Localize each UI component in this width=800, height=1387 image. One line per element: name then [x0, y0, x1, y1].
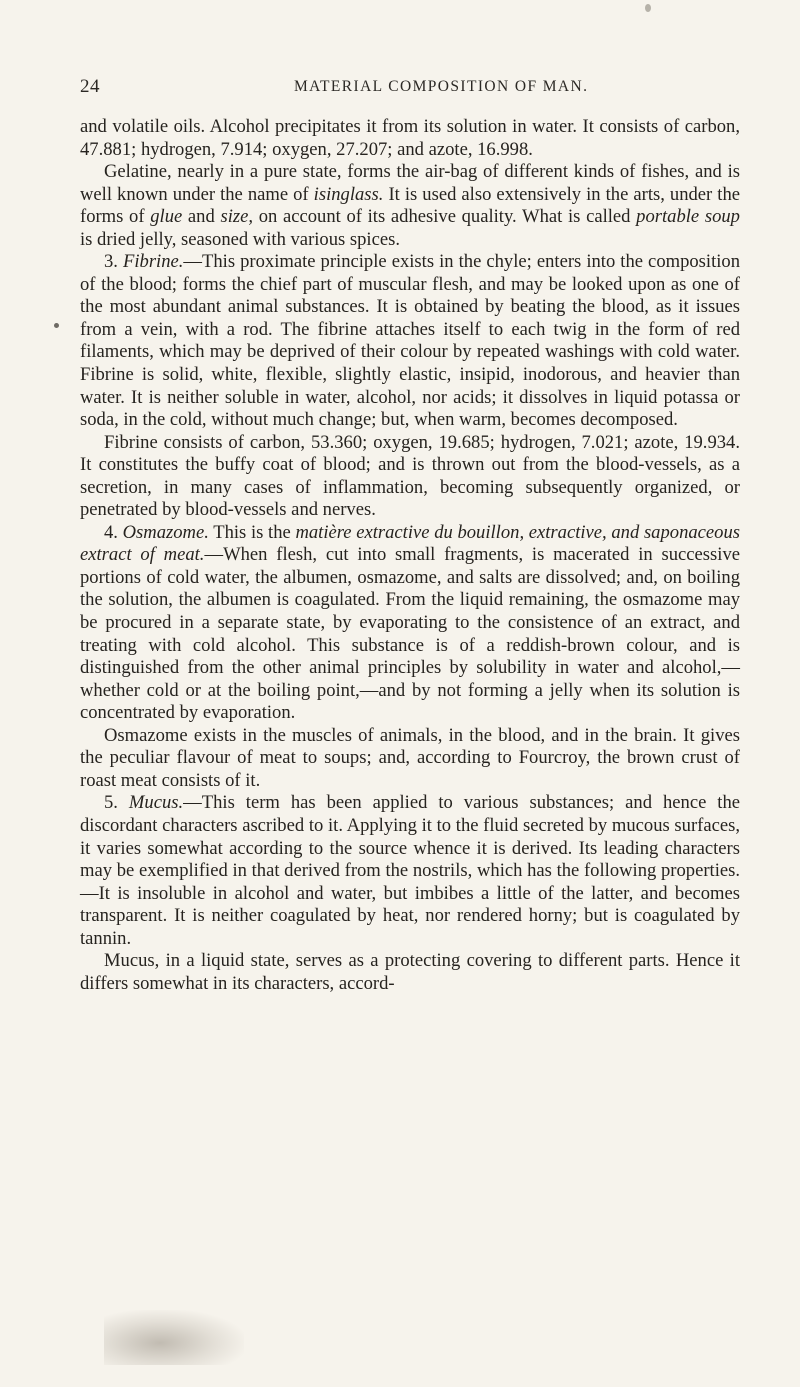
- paragraph-osmazome: 4. Osmazome. This is the matière extractive du bouillon, extractive, and saponaceous extract of meat.—When flesh, cut into small fragments, is macerated in successive portions of cold water, the albumen, osmazome, and salts are dissolved; and, on boiling the solution, the albumen is coagulated. From the liquid remaining, the osmazome may be procured in a separate state, by evaporating to the consistence of an extract, and treating with cold alcohol. This substance is of a reddish-brown colour, and is distinguished from the other animal principles by solubility in water and alcohol,—whether cold or at the boiling point,—and by not forming a jelly when its solution is concentrated by evaporation.: [80, 521, 740, 724]
- paragraph-gelatine: Gelatine, nearly in a pure state, forms the air-bag of different kinds of fishes, and is well known under the name of isinglass. It is used also extensively in the arts, under the forms of glue and size, on account of its adhesive quality. What is called portable soup is dried jelly, seasoned with various spices.: [80, 161, 741, 250]
- section-heading-mucus: Mucus.: [128, 792, 184, 814]
- paper-stain: [104, 1310, 244, 1365]
- paragraph-volatile-oils: and volatile oils. Alcohol precipitates it from its solution in water. It consists of carbon, 47.881; hydrogen, 7.914; oxygen, 27.207; and azote, 16.998.: [80, 116, 740, 160]
- paragraph-mucus-liquid: Mucus, in a liquid state, serves as a protecting covering to different parts. Hence it differs somewhat in its characters, accord-: [80, 950, 740, 994]
- section-heading-osmazome: Osmazome.: [122, 521, 209, 543]
- margin-mark: [54, 323, 59, 328]
- paragraph-osmazome-location: Osmazome exists in the muscles of animals, in the blood, and in the brain. It gives the peculiar flavour of meat to soups; and, according to Fourcroy, the brown crust of roast meat consists of it.: [80, 724, 740, 791]
- running-head: MATERIAL COMPOSITION OF MAN.: [294, 78, 589, 95]
- page-number: 24: [80, 76, 100, 97]
- body-text: [80, 116, 740, 995]
- paragraph-mucus: 5. Mucus.—This term has been applied to various substances; and hence the discordant characters ascribed to it. Applying it to the fluid secreted by mucous surfaces, it varies somewhat according to the source whence it is derived. Its leading characters may be exemplified in that derived from the nostrils, which has the following properties.—It is insoluble in alcohol and water, but imbibes a little of the latter, and becomes transparent. It is neither coagulated by heat, nor rendered horny; but is coagulated by tannin.: [80, 792, 741, 949]
- page-header: [0, 76, 800, 100]
- section-heading-fibrine: Fibrine.: [123, 251, 184, 273]
- paragraph-fibrine-composition: Fibrine consists of carbon, 53.360; oxygen, 19.685; hydrogen, 7.021; azote, 19.934. It constitutes the buffy coat of blood; and is thrown out from the blood-vessels, as a secretion, in many cases of inflammation, becoming subsequently organized, or penetrated by blood-vessels and nerves.: [80, 431, 740, 521]
- ink-spot: [645, 4, 651, 12]
- paragraph-fibrine: 3. Fibrine.—This proximate principle exists in the chyle; enters into the composition of the blood; forms the chief part of muscular flesh, and may be looked upon as one of the most abundant animal substances. It is obtained by beating the blood, as it issues from a vein, with a rod. The fibrine attaches itself to each twig in the form of red filaments, which may be deprived of their colour by repeated washings with cold water. Fibrine is solid, white, flexible, slightly elastic, insipid, inodorous, and heavier than water. It is neither soluble in water, alcohol, nor acids; it dissolves in liquid potassa or soda, in the cold, without much change; but, when warm, becomes decomposed.: [80, 251, 740, 431]
